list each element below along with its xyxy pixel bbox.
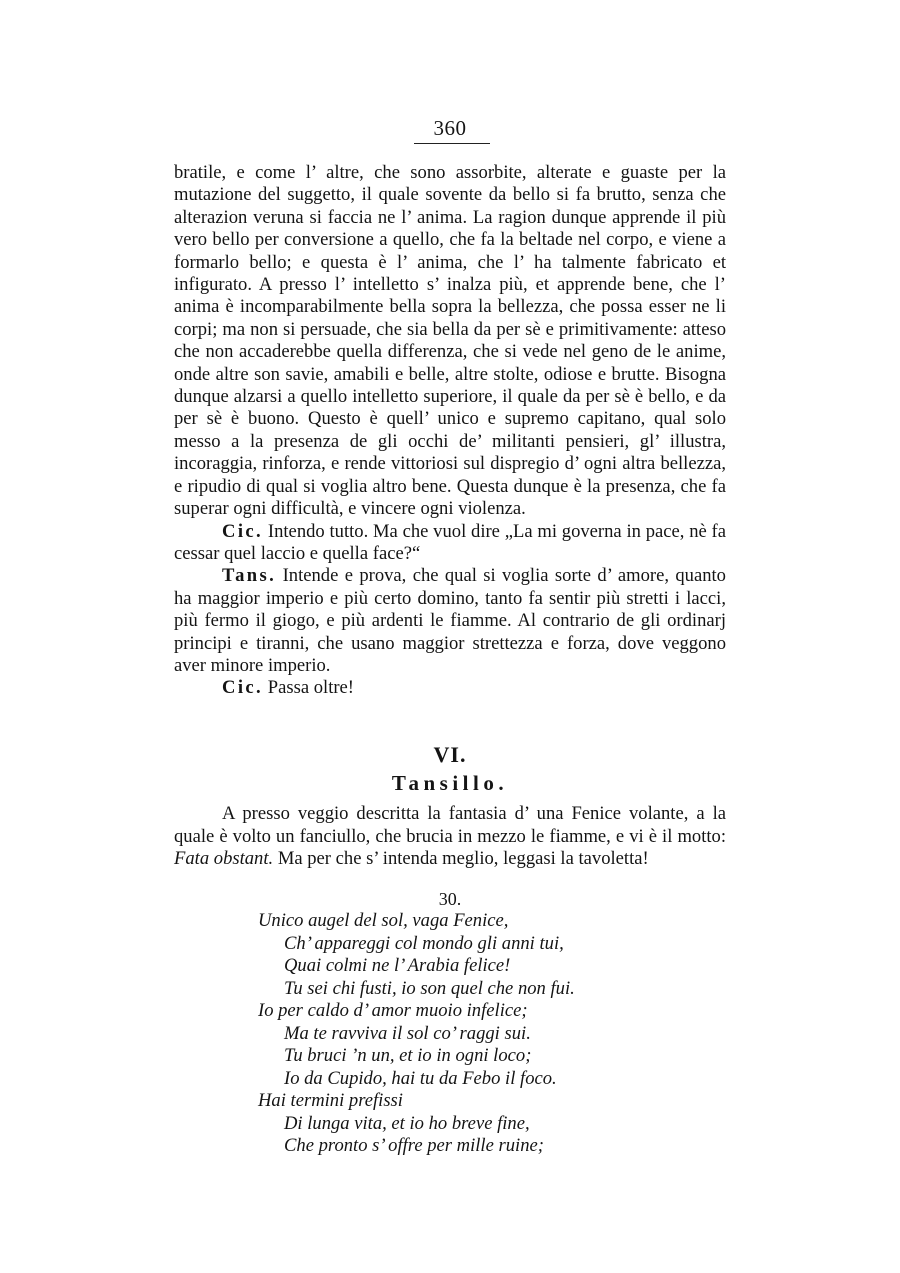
paragraph-cicada-short	[174, 677, 726, 699]
verse-line: Io per caldo d’ amor muoio infelice;	[258, 1000, 528, 1021]
speaker-label: Cic.	[222, 520, 264, 542]
verse-line: Che pronto s’ offre per mille ruine;	[284, 1135, 544, 1156]
paragraph-continuation: bratile, e come l’ altre, che sono assorbite, alterate e guaste per la mutazione del suggetto, il quale sovente da bello si fa brutto, senza che alterazion veruna si faccia ne l’ anima. La ragion dunque apprende il più vero bello per conversione a quello, che fa la beltade nel corpo, e viene a formarlo bello; e questa è l’ anima, che l’ ha talmente fabricato et infigurato. A presso l’ intelletto s’ inalza più, et apprende bene, che l’ anima è incomparabilmente bella sopra la bellezza, che possa esser ne li corpi; ma non si persuade, che sia bella da per sè e primitivamente: atteso che non accaderebbe quella differenza, che si vede nel geno de le anime, onde altre son savie, amabili e belle, altre stolte, odiose e brutte. Bisogna dunque alzarsi a quello intelletto superiore, il quale da per sè è bello, e da per sè è buono. Questo è quell’ unico e supremo capitano, qual solo messo a la presenza de gli occhi de’ militanti pensieri, gl’ illustra, incoraggia, rinforza, e rende vittoriosi sul dispregio d’ ogni altra bellezza, e ripudio di qual si voglia altro bene. Questa dunque è la presenza, che fa superar ogni difficultà, e vincere ogni violenza.	[174, 162, 726, 520]
verse-line: Quai colmi ne l’ Arabia felice!	[284, 955, 511, 976]
speaker-label: Tans.	[222, 565, 277, 587]
speech-text: Intendo tutto. Ma che vuol dire „La mi governa in pace, nè fa cessar quel laccio e quella face?“	[174, 520, 726, 564]
intro-text-end: Ma per che s’ intenda meglio, leggasi la tavoletta!	[273, 848, 649, 870]
section-speaker: Tansillo.	[391, 771, 509, 795]
speaker-label: Cic.	[222, 677, 264, 699]
header-rule	[414, 143, 490, 144]
paragraph-cicada	[174, 521, 726, 566]
verse-line: Io da Cupido, hai tu da Febo il foco.	[284, 1067, 557, 1089]
section-number: VI.	[433, 742, 467, 767]
sonnet	[258, 910, 658, 1158]
speech-text: Passa oltre!	[267, 677, 354, 699]
verse-line: Unico augel del sol, vaga Fenice,	[258, 910, 509, 931]
verse-line: Tu bruci ’n un, et io in ogni loco;	[284, 1045, 532, 1066]
sonnet-number: 30.	[438, 889, 462, 909]
verse-line: Di lunga vita, et io ho breve fine,	[284, 1112, 530, 1134]
motto: Fata obstant.	[174, 848, 274, 870]
paragraph-tansillo	[174, 565, 726, 677]
intro-paragraph	[174, 803, 726, 871]
verse-line: Hai termini prefissi	[258, 1090, 403, 1111]
verse-line: Tu sei chi fusti, io son quel che non fui.	[284, 977, 575, 999]
verse-line: Ma te ravviva il sol co’ raggi sui.	[284, 1022, 531, 1044]
intro-text: A presso veggio descritta la fantasia d’ una Fenice volante, a la quale è volto un fanciullo, che brucia in mezzo le fiamme, e vi è il motto:	[174, 803, 726, 847]
speech-text: Intende e prova, che qual si voglia sorte d’ amore, quanto ha maggior imperio e più certo domino, tanto fa sentir più stretti i lacci, più fermo il giogo, e più ardenti le fiamme. Al contrario de gli ordinarj principi e tiranni, che usano maggior strettezza e forza, dove veggono aver minore imperio.	[174, 565, 726, 676]
dialogue-prose	[174, 162, 726, 700]
verse-line: Ch’ appareggi col mondo gli anni tui,	[284, 932, 564, 954]
page-number: 360	[433, 116, 467, 140]
section-intro	[174, 803, 726, 871]
